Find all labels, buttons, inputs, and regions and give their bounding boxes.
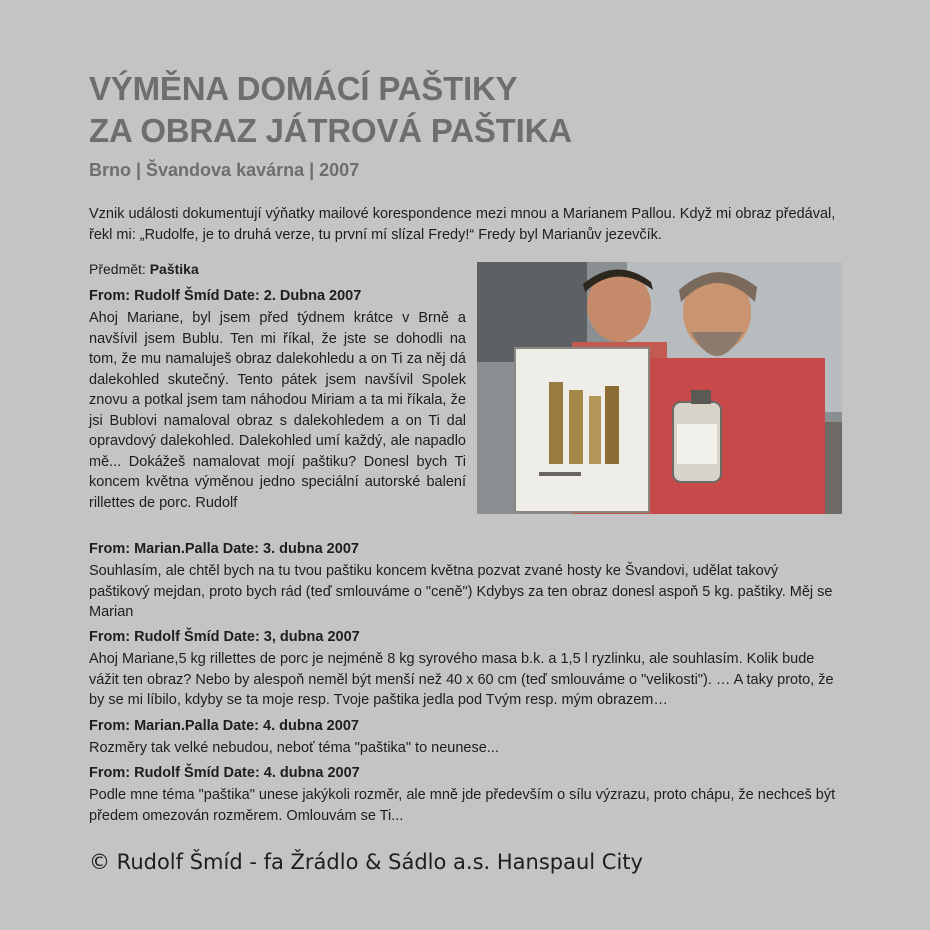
email-2-header: From: Marian.Palla Date: 3. dubna 2007 [89, 541, 359, 557]
email-1-header: From: Rudolf Šmíd Date: 2. Dubna 2007 [89, 288, 362, 304]
title-line-1: VÝMĚNA DOMÁCÍ PAŠTIKY [89, 70, 518, 107]
email-3-header: From: Rudolf Šmíd Date: 3, dubna 2007 [89, 629, 360, 645]
email-4-body: Rozměry tak velké nebudou, neboť téma "paštika" to neunese... [89, 740, 499, 756]
email-2-body: Souhlasím, ale chtěl bych na tu tvou paštiku koncem května pozvat zvané hosty ke Švandovi, udělat takový paštikový mejdan, proto bych rád (teď smlouváme o "ceně") Kdybys za ten obraz donesl aspoň 5 kg. paštiky. Měj se Marian [89, 563, 833, 620]
page-title [89, 68, 869, 152]
email-1-body: Ahoj Mariane, byl jsem před týdnem krátce v Brně a navšívil jsem Bublu. Ten mi říkal, že jste se dohodli na tom, že mu namaluješ obraz dalekohledu a on Ti za něj dá dalekohled skutečný. Tento pátek jsem navšívil Spolek znovu a potkal jsem tam náhodou Miriam a ta mi říkala, že jsi Bublovi namaloval obraz s dalekohledem a on Ti dal opravdový dalekohled. Dalekohled umí každý, ale napadlo mě... Dokážeš namalovat mojí paštiku? Donesl bych Ti koncem května výměnou jedno speciální autorské balení rillettes de porc. Rudolf [89, 310, 466, 511]
photo-illustration [477, 262, 842, 514]
intro-paragraph: Vznik události dokumentují výňatky mailové korespondence mezi mnou a Marianem Pallou. Když mi obraz předával, řekl mi: „Rudolfe, je to druhá verze, tu první mí slízal Fredy!“ Fredy byl Marianův jezevčík. [89, 206, 836, 243]
copyright-footer: © Rudolf Šmíd - fa Žrádlo & Sádlo a.s. Hanspaul City [89, 850, 643, 874]
subject-value: Paštika [149, 261, 199, 277]
email-subject [89, 261, 199, 277]
event-photo [477, 262, 842, 514]
subject-label: Předmět: [89, 261, 146, 277]
page-subtitle: Brno | Švandova kavárna | 2007 [89, 160, 360, 180]
email-4-header: From: Marian.Palla Date: 4. dubna 2007 [89, 718, 359, 734]
email-3-body: Ahoj Mariane,5 kg rillettes de porc je nejméně 8 kg syrového masa b.k. a 1,5 l ryzlinku, ale souhlasím. Kolik bude vážit ten obraz? Nebo by alespoň neměl být menší než 40 x 60 cm (teď smlouváme o "velikosti"). … A taky proto, že by se mi líbilo, kdyby se ta moje resp. Tvoje paštika jedla pod Tvým resp. mým obrazem… [89, 651, 834, 708]
email-5-header: From: Rudolf Šmíd Date: 4. dubna 2007 [89, 765, 360, 781]
title-line-2: ZA OBRAZ JÁTROVÁ PAŠTIKA [89, 112, 572, 149]
email-5-body: Podle mne téma "paštika" unese jakýkoli rozměr, ale mně jde především o sílu výzrazu, proto chápu, že nechceš být předem omezován rozměrem. Omlouvám se Ti... [89, 787, 836, 824]
